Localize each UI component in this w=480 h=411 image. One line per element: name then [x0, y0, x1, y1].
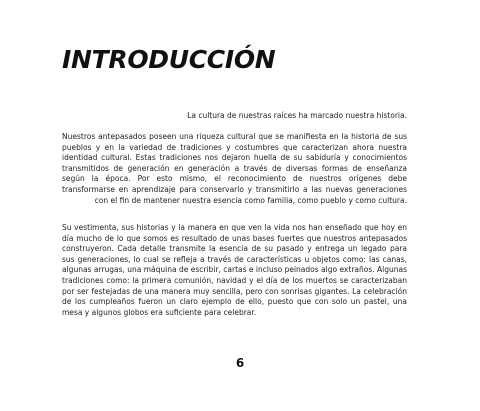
page-title: INTRODUCCIÓN — [62, 45, 276, 74]
paragraph-2: Su vestimenta, sus historias y la manera en que ven la vida nos han enseñado que hoy en día mucho de lo que somos es resultado de unas bases fuertes que nuestros antepasados construyeron. Cada detalle transmite la esencia de su pasado y entrega un legado para sus generaciones, lo cual se refleja a través de características u objetos como: las canas, algunas arrugas, una máquina de escribir, cartas e incluso peinados algo extraños. Algunas tradiciones como: la primera comunión, navidad y el día de los muertos se caracterizaban por ser festejadas de una manera muy sencilla, pero con sonrisas gigantes. La celebración de los cumpleaños fueron un claro ejemplo de ello, puesto que con solo un pastel, una mesa y algunos globos era suficiente para celebrar. — [62, 223, 407, 317]
page-number: 6 — [235, 356, 245, 370]
paragraph-1: Nuestros antepasados poseen una riqueza cultural que se manifiesta en la historia de sus pueblos y en la variedad de tradiciones y costumbres que caracterizan ahora nuestra identidad cultural. Estas tradiciones nos dejaron huella de su sabiduría y conocimientos transmitidos de generación en generación a través de diversas formas de enseñanza según la época. Por esto mismo, el reconocimiento de nuestros orígenes debe transformarse en aprendizaje para conservarlo y transmitirlo a las nuevas generaciones con el fin de mantener nuestra esencia como familia, como pueblo y como cultura. — [62, 132, 407, 205]
epigraph: La cultura de nuestras raíces ha marcado nuestra historia. — [187, 111, 407, 120]
